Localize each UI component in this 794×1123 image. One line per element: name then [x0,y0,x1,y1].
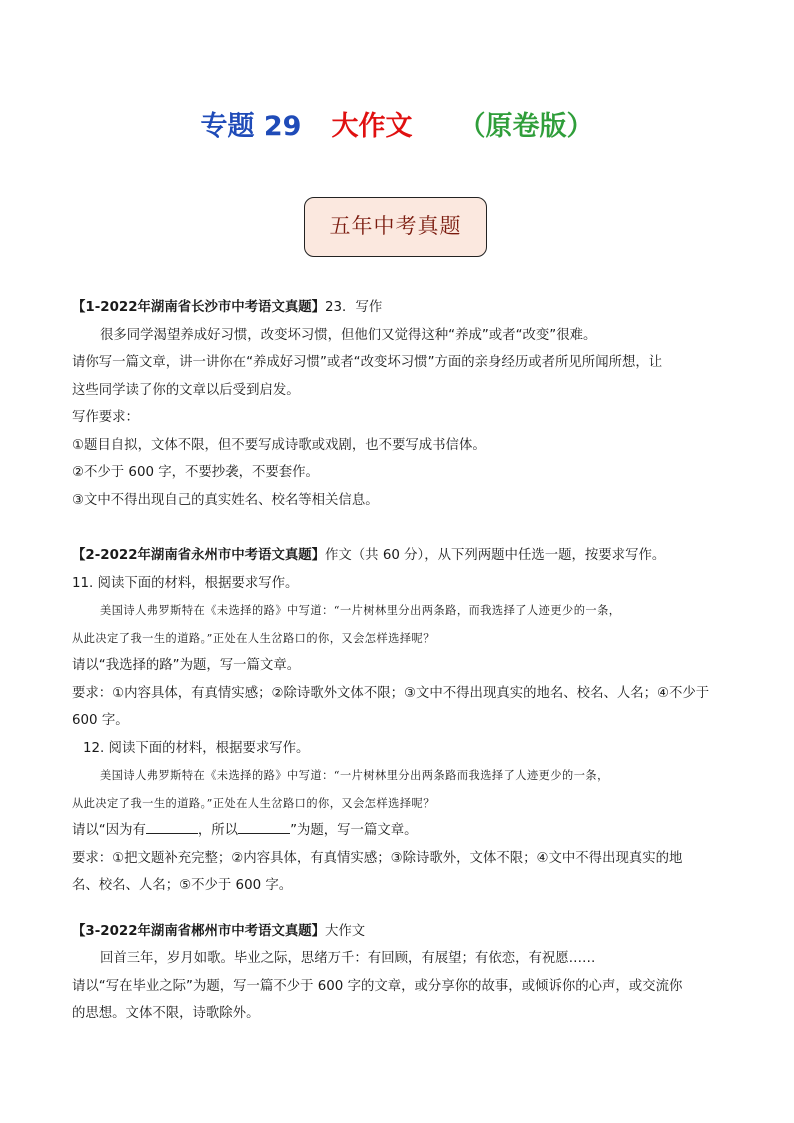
question-1-line: 很多同学渴望养成好习惯，改变坏习惯，但他们又觉得这种“养成”或者“改变”很难。 [100,327,597,343]
question-3-source: 【3-2022年湖南省郴州市中考语文真题】 [72,923,326,939]
question-2-quote: 美国诗人弗罗斯特在《未选择的路》中写道：“一片树林里分出两条路而我选择了人迹更少的一条， [100,769,609,782]
question-2-heading [72,542,732,570]
document-body [72,294,732,1028]
question-1-line: ②不少于 600 字，不要抄袭，不要套作。 [72,465,319,480]
question-3-line: 回首三年，岁月如歌。毕业之际，思绪万千：有回顾，有展望；有依恋，有祝愿…… [100,951,596,966]
spacer [72,900,732,918]
question-2-source: 【2-2022年湖南省永州市中考语文真题】 [72,548,326,563]
question-1-line: 这些同学读了你的文章以后受到启发。 [72,382,300,398]
spacer [72,514,732,542]
question-2-quote: 从此决定了我一生的道路。”正处在人生岔路口的你，又会怎样选择呢？ [72,796,435,810]
question-3-line: 的思想。文体不限，诗歌除外。 [72,1006,260,1021]
question-2-requirement: 名、校名、人名；⑤不少于 600 字。 [72,878,293,893]
question-1-label: 23．写作 [325,300,383,315]
title-topic-name: 大作文 [331,111,413,142]
question-2-requirement: 要求：①把文题补充完整；②内容具体，有真情实感；③除诗歌外，文体不限；④文中不得出现真实的地 [72,850,683,866]
question-2-item-12: 12. 阅读下面的材料，根据要求写作。 [83,740,310,756]
question-1-line: 写作要求： [72,410,139,425]
question-3-heading [72,918,732,946]
question-2-requirement: 要求：①内容具体，有真情实感；②除诗歌外文体不限；③文中不得出现真实的地名、校名、人名；④不少于 [72,685,710,701]
question-2-requirement [72,817,732,845]
question-2-label: 作文（共 60 分），从下列两题中任选一题，按要求写作。 [325,548,666,563]
title-topic-number: 专题 29 [200,111,302,142]
page-title [0,104,794,144]
question-1-line: ③文中不得出现自己的真实姓名、校名等相关信息。 [72,492,379,508]
question-3-label: 大作文 [325,923,366,939]
title-edition: （原卷版） [458,111,594,142]
fill-in-blank [238,819,290,834]
question-2-quote: 从此决定了我一生的道路。”正处在人生岔路口的你，又会怎样选择呢？ [72,631,435,645]
question-1-line: ①题目自拟，文体不限，但不要写成诗歌或戏剧，也不要写成书信体。 [72,437,486,453]
question-2-requirement: 请以“我选择的路”为题，写一篇文章。 [72,658,301,673]
question-1-heading [72,294,732,322]
question-3-line: 请以“写在毕业之际”为题，写一篇不少于 600 字的文章，或分享你的故事，或倾诉你的心声，或交流你 [72,978,683,994]
question-1-line: 请你写一篇文章，讲一讲你在“养成好习惯”或者“改变坏习惯”方面的亲身经历或者所见所闻所想，让 [72,355,663,370]
fill-in-title-start: 请以“因为有 [72,823,146,838]
question-2-requirement: 600 字。 [72,713,129,728]
question-2-item-11: 11. 阅读下面的材料，根据要求写作。 [72,575,299,591]
question-2-quote: 美国诗人弗罗斯特在《未选择的路》中写道：“一片树林里分出两条路，而我选择了人迹更少的一条， [100,604,621,617]
section-heading-box: 五年中考真题 [304,197,487,257]
fill-in-title-middle: ，所以 [197,823,239,838]
fill-in-title-end: ”为题，写一篇文章。 [290,823,418,838]
question-1-source: 【1-2022年湖南省长沙市中考语文真题】 [72,300,326,315]
fill-in-blank [146,819,198,834]
